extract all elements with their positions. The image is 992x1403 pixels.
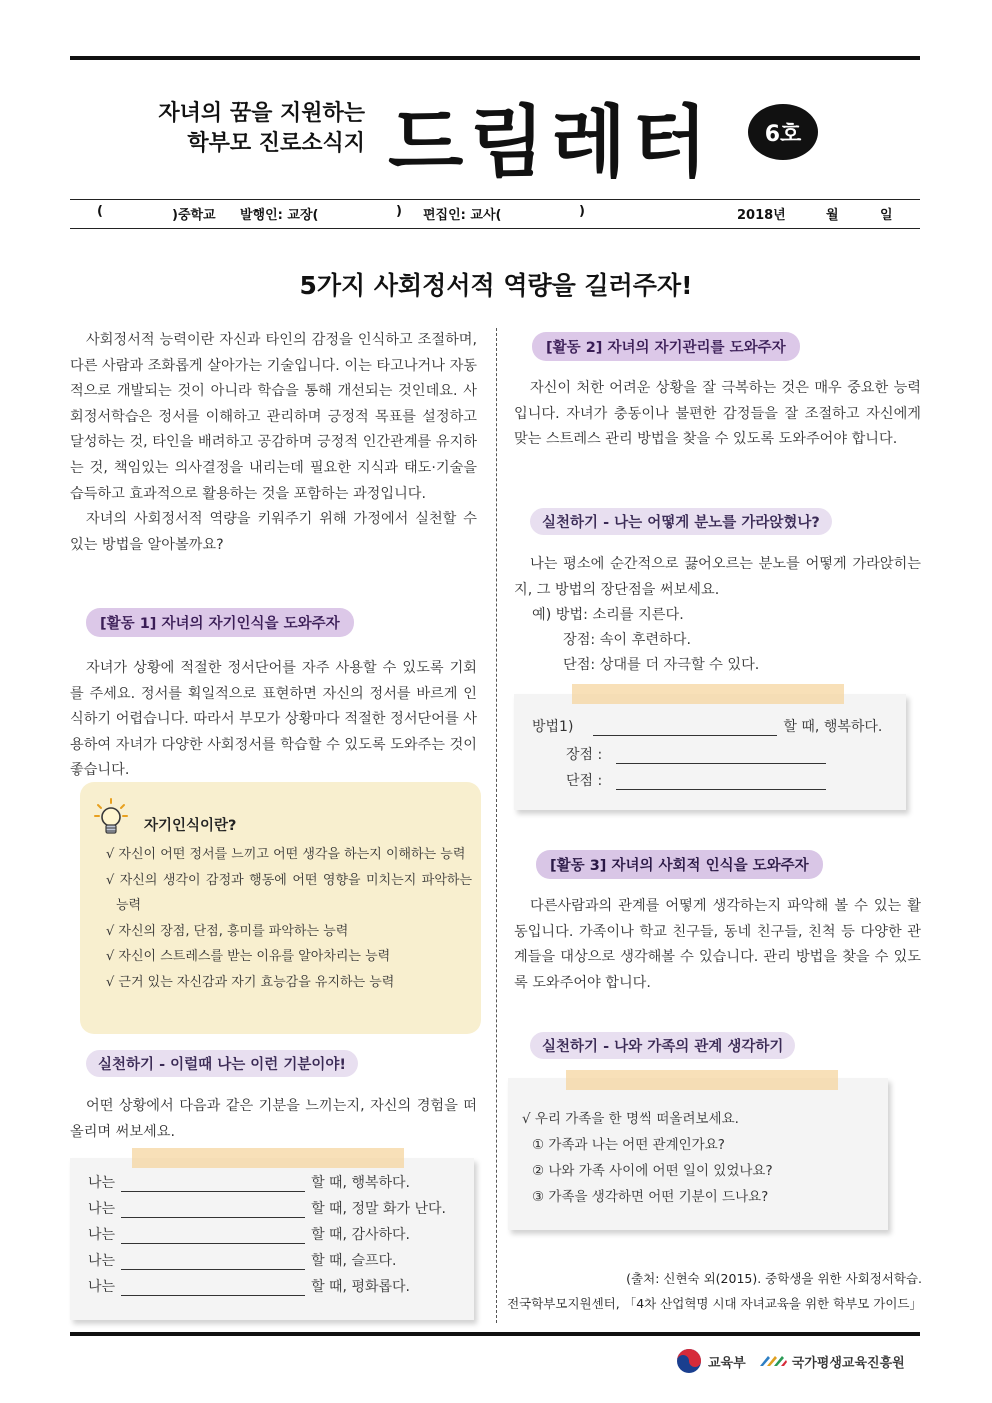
lightbulb-icon [94, 798, 128, 838]
issue-badge: 6호 [748, 104, 818, 160]
feeling-row [88, 1218, 473, 1244]
family-questions [522, 1106, 882, 1210]
activity2-text [514, 376, 921, 453]
intro-text [70, 328, 477, 558]
institute-logo-icon [758, 1352, 788, 1370]
activity3-heading [536, 850, 823, 879]
practice1-title: 실천하기 - 이럴때 나는 이런 기분이야! [86, 1050, 358, 1077]
month-label: 월 [826, 208, 839, 223]
subtitle-line-2: 학부모 진로소식지 [187, 130, 365, 156]
activity1-title: [활동 1] 자녀의 자기인식을 도와주자 [86, 608, 354, 637]
method-prefix: 방법1) [532, 719, 574, 735]
bottom-rule [70, 1332, 920, 1336]
con-row [566, 764, 832, 790]
checklist-item: √ 근거 있는 자신감과 자기 효능감을 유지하는 능력 [106, 974, 395, 990]
row-prefix: 나는 [88, 1279, 116, 1295]
top-rule [70, 56, 920, 60]
blank-line[interactable] [616, 748, 826, 764]
row-suffix: 할 때, 슬프다. [311, 1253, 397, 1269]
pro-row [566, 738, 832, 764]
blank-line[interactable] [121, 1202, 305, 1218]
publisher-close: ) [396, 204, 402, 219]
practice3-title: 실천하기 - 나와 가족의 관계 생각하기 [530, 1032, 795, 1059]
activity1-body: 자녀가 상황에 적절한 정서단어를 자주 사용할 수 있도록 기회를 주세요. 정서를 획일적으로 표현하면 자신의 정서를 바르게 인식하기 어렵습니다. 따라서 부모가 상황마다 적절한 정서단어를 사용하여 자녀가 다양한 사회정서를 학습할 수 있도록 도와주는 것이 좋습니다. [70, 660, 477, 779]
tape-strip [132, 1148, 404, 1168]
newsletter-subtitle [150, 98, 365, 158]
row-suffix: 할 때, 정말 화가 난다. [311, 1201, 446, 1217]
source-line-2: 전국학부모지원센터, 「4차 산업혁명 시대 자녀교육을 위한 학부모 가이드」 [507, 1296, 922, 1311]
page-title: 5가지 사회정서적 역량을 길러주자! [299, 271, 693, 300]
row-suffix: 할 때, 감사하다. [311, 1227, 411, 1243]
practice1-heading [86, 1050, 358, 1077]
ministry-name: 교육부 [708, 1355, 746, 1371]
practice3-heading [530, 1032, 795, 1059]
con-label: 단점 : [566, 773, 603, 789]
feeling-row [88, 1166, 473, 1192]
example-method: 예) 방법: 소리를 지른다. [532, 607, 684, 623]
intro-paragraph-1: 사회정서적 능력이란 자신과 타인의 감정을 인식하고 조절하며, 다른 사람과 조화롭게 살아가는 기술입니다. 이는 타고나거나 자동적으로 개발되는 것이 아니라 학습을 통해 개선되는 것인데요. 사회정서학습은 정서를 이해하고 관리하며 긍정적 목표를 설정하고 달성하는 것, 타인을 배려하고 공감하며 긍정적 인간관계를 유지하는 것, 책임있는 의사결정을 내리는데 필요한 지식과 태도·기술을 습득하고 효과적으로 활용하는 것을 포함하는 과정입니다. [70, 332, 477, 502]
question-lead: √ 우리 가족을 한 명씩 떠올려보세요. [522, 1111, 739, 1127]
school-label: )중학교 [172, 208, 216, 223]
practice2-body: 나는 평소에 순간적으로 끓어오르는 분노를 어떻게 가라앉히는지, 그 방법의 장단점을 써보세요. [514, 556, 921, 598]
checklist-item: √ 자신이 어떤 정서를 느끼고 어떤 생각을 하는지 이해하는 능력 [106, 847, 466, 862]
box-checklist [92, 842, 472, 996]
tape-strip [566, 1070, 838, 1090]
day-label: 일 [880, 208, 893, 223]
masthead-title: 드림레터 [388, 97, 714, 188]
activity1-heading [86, 608, 354, 637]
blank-line[interactable] [121, 1280, 305, 1296]
blank-line[interactable] [593, 720, 777, 736]
row-prefix: 나는 [88, 1227, 116, 1243]
blank-line[interactable] [121, 1176, 305, 1192]
checklist-item: √ 자신의 장점, 단점, 흥미를 파악하는 능력 [106, 923, 349, 939]
checklist-item: √ 자신이 스트레스를 받는 이유를 알아차리는 능력 [106, 949, 391, 965]
info-top-rule [70, 199, 920, 200]
blank-line[interactable] [121, 1254, 305, 1270]
example-con: 단점: 상대를 더 자극할 수 있다. [563, 657, 760, 673]
practice2-text [514, 552, 921, 603]
self-awareness-box [80, 782, 481, 1034]
feeling-row [88, 1192, 473, 1218]
subtitle-line-1: 자녀의 꿈을 지원하는 [158, 100, 365, 126]
activity1-text [70, 656, 477, 784]
row-prefix: 나는 [88, 1201, 116, 1217]
feeling-row [88, 1244, 473, 1270]
practice2-heading [530, 508, 832, 535]
method-suffix: 할 때, 행복하다. [783, 719, 883, 735]
practice1-text [70, 1094, 477, 1145]
year-label: 2018년 [737, 208, 786, 223]
activity2-title: [활동 2] 자녀의 자기관리를 도와주자 [532, 332, 800, 361]
footer-logos [676, 1348, 905, 1374]
question-item: ① 가족과 나는 어떤 관계인가요? [532, 1137, 725, 1153]
tape-strip [572, 684, 844, 704]
source-line-1: (출처: 신현숙 외(2015). 중학생을 위한 사회정서학습. [626, 1271, 922, 1286]
source-citation [470, 1266, 922, 1316]
row-prefix: 나는 [88, 1253, 116, 1269]
box-title: 자기인식이란? [144, 818, 237, 834]
row-prefix: 나는 [88, 1175, 116, 1191]
blank-line[interactable] [121, 1228, 305, 1244]
row-suffix: 할 때, 행복하다. [311, 1175, 411, 1191]
pro-label: 장점 : [566, 747, 603, 763]
info-bottom-rule [70, 228, 920, 229]
checklist-item: √ 자신의 생각이 감정과 행동에 어떤 영향을 미치는지 파악하는 능력 [106, 872, 472, 914]
editor-label: 편집인: 교사( [423, 208, 502, 223]
feeling-row [88, 1270, 473, 1296]
method-row [532, 710, 882, 736]
publisher-label: 발행인: 교장( [240, 208, 319, 223]
activity3-title: [활동 3] 자녀의 사회적 인식을 도와주자 [536, 850, 823, 879]
activity2-body: 자신이 처한 어려운 상황을 잘 극복하는 것은 매우 중요한 능력입니다. 자녀가 충동이나 불편한 감정들을 잘 조절하고 자신에게 맞는 스트레스 관리 방법을 찾을 수 있도록 도와주어야 합니다. [514, 380, 921, 448]
editor-close: ) [579, 204, 585, 219]
activity3-text [514, 894, 921, 996]
row-suffix: 할 때, 평화롭다. [311, 1279, 411, 1295]
practice1-body: 어떤 상황에서 다음과 같은 기분을 느끼는지, 자신의 경험을 떠올리며 써보세요. [70, 1098, 477, 1140]
example-pro: 장점: 속이 후련하다. [563, 632, 691, 648]
intro-paragraph-2: 자녀의 사회정서적 역량을 키워주기 위해 가정에서 실천할 수 있는 방법을 알아볼까요? [70, 511, 477, 553]
question-item: ② 나와 가족 사이에 어떤 일이 있었나요? [532, 1163, 773, 1179]
question-item: ③ 가족을 생각하면 어떤 기분이 드나요? [532, 1189, 769, 1205]
feeling-form [88, 1166, 473, 1296]
activity2-heading [532, 332, 800, 361]
blank-line[interactable] [616, 774, 826, 790]
institute-name: 국가평생교육진흥원 [791, 1355, 905, 1371]
activity3-body: 다른사람과의 관계를 어떻게 생각하는지 파악해 볼 수 있는 활동입니다. 가족이나 학교 친구들, 동네 친구들, 친척 등 다양한 관계들을 대상으로 생각해볼 수 있습니다. 관리 방법을 찾을 수 있도록 도와주어야 합니다. [514, 898, 921, 991]
column-divider [496, 328, 497, 1323]
school-open-paren: ( [97, 204, 103, 219]
taegeuk-icon [676, 1348, 702, 1374]
practice2-title: 실천하기 - 나는 어떻게 분노를 가라앉혔나? [530, 508, 832, 535]
